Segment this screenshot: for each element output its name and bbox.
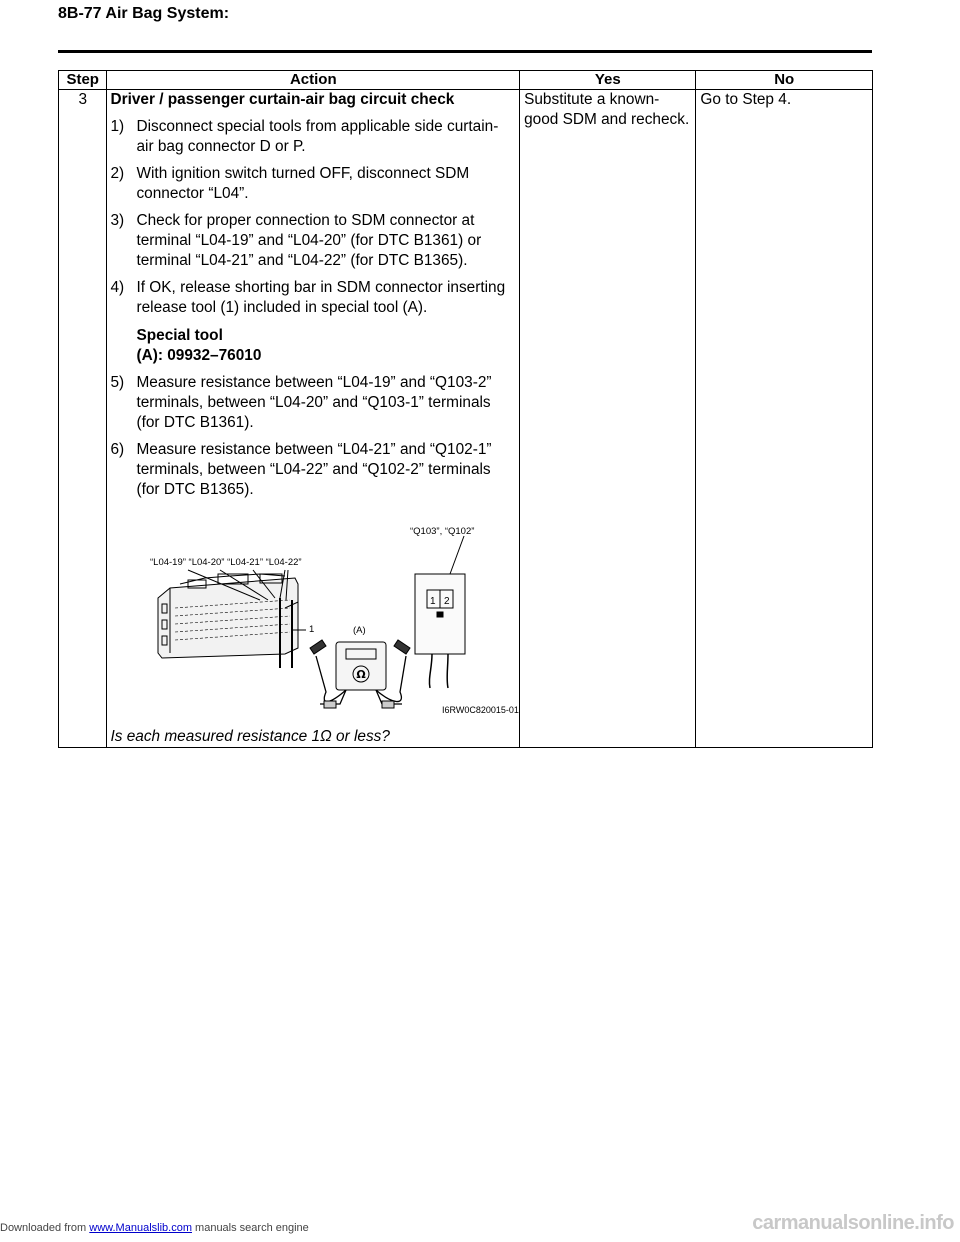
steps-list-2 xyxy=(110,373,515,500)
special-tool xyxy=(110,326,515,366)
special-tool-value: (A): 09932–76010 xyxy=(136,347,262,364)
procedure-table xyxy=(58,70,873,748)
ohmmeter-icon xyxy=(310,640,410,708)
connector-diagram xyxy=(110,508,525,733)
list-item: 1) Disconnect special tools from applicable side curtain-air bag connector D or P. xyxy=(110,118,499,155)
col-no: No xyxy=(696,71,873,90)
pin1-label: 1 xyxy=(430,596,437,607)
table-header-row xyxy=(59,71,873,90)
site-watermark: carmanualsonline.info xyxy=(752,1212,954,1234)
table-row xyxy=(59,90,873,748)
pin2-label: 2 xyxy=(444,596,451,607)
list-item: 4) If OK, release shorting bar in SDM connector inserting release tool (1) included in special tool (A). xyxy=(110,279,506,316)
check-question: Is each measured resistance 1Ω or less? xyxy=(110,728,390,745)
wiring-figure xyxy=(110,508,520,733)
action-cell xyxy=(107,90,520,748)
meter-label: (A) xyxy=(353,625,367,636)
sdm-connector-icon xyxy=(158,570,306,668)
header-rule xyxy=(58,50,872,53)
col-action: Action xyxy=(107,71,520,90)
special-tool-label: Special tool xyxy=(136,327,223,344)
terminals-label: “L04-19” “L04-20” “L04-21” “L04-22” xyxy=(150,557,303,568)
steps-list xyxy=(110,117,515,318)
list-item: 6) Measure resistance between “L04-21” and “Q102-1” terminals, between “L04-22” and “Q102-2” terminals (for DTC B1365). xyxy=(110,441,492,498)
figure-id: I6RW0C820015-01 xyxy=(442,705,520,715)
svg-text:Ω: Ω xyxy=(356,668,367,681)
col-step: Step xyxy=(59,71,107,90)
list-item: 2) With ignition switch turned OFF, disconnect SDM connector “L04”. xyxy=(110,165,470,202)
step-number: 3 xyxy=(59,90,107,748)
no-cell: Go to Step 4. xyxy=(696,90,873,748)
col-yes: Yes xyxy=(520,71,696,90)
download-footer: Downloaded from www.Manualslib.com manuals search engine xyxy=(0,1222,309,1234)
page-header: 8B-77 Air Bag System: xyxy=(58,5,230,22)
list-item: 3) Check for proper connection to SDM connector at terminal “L04-19” and “L04-20” (for DTC B1361) or terminal “L04-21” and “L04-22” (for DTC B1365). xyxy=(110,212,482,269)
manualslib-link[interactable]: www.Manualslib.com xyxy=(89,1222,192,1234)
yes-cell: Substitute a known-good SDM and recheck. xyxy=(520,90,696,748)
curtain-connector-icon xyxy=(415,536,465,688)
connector-label: “Q103”, “Q102” xyxy=(410,526,475,537)
release-tool-label: 1 xyxy=(309,624,315,635)
check-title: Driver / passenger curtain-air bag circuit check xyxy=(110,91,455,108)
list-item: 5) Measure resistance between “L04-19” and “Q103-2” terminals, between “L04-20” and “Q103-1” terminals (for DTC B1361). xyxy=(110,374,492,431)
